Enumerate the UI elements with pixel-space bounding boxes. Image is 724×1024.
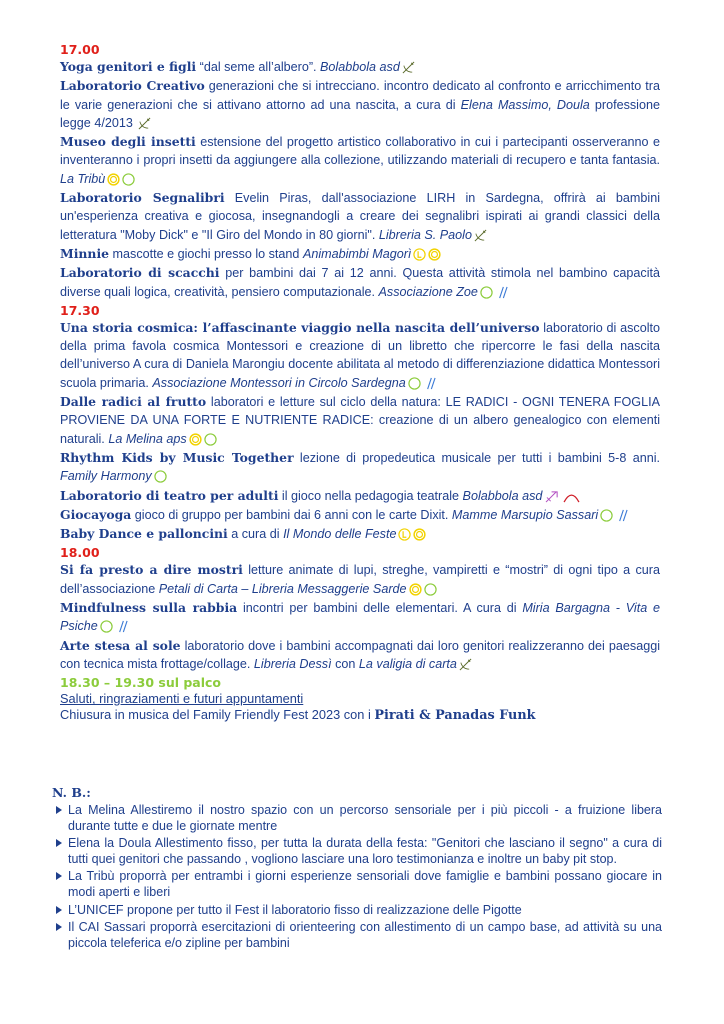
item-organizer: Family Harmony — [60, 469, 152, 484]
item-description: a cura di — [227, 527, 284, 542]
program-item — [60, 506, 660, 524]
item-title: Laboratorio di scacchi — [60, 265, 220, 281]
bullet-arrow-icon — [56, 906, 62, 914]
time-slot-heading: 17.00 — [60, 42, 100, 57]
note-item — [52, 869, 662, 900]
program-item — [60, 561, 660, 598]
item-title: Arte stesa al sole — [60, 637, 181, 653]
item-description: laboratorio dove i bambini accompagnati dai loro genitori realizzeranno dei paesaggi con tecnica mista frottage/collage. — [60, 638, 661, 671]
bullet-arrow-icon — [56, 872, 62, 880]
item-title: Minnie — [60, 245, 110, 261]
item-organizer: Libreria S. Paolo — [378, 227, 472, 242]
l-icon — [413, 248, 426, 261]
program-item — [60, 264, 660, 301]
item-organizer: Animabimbi Magorì — [302, 246, 412, 261]
item-organizer: Elena Massimo, Doula — [460, 97, 590, 112]
item-description: mascotte e giochi presso lo stand — [109, 246, 303, 261]
bullet-arrow-icon — [56, 839, 62, 847]
l-icon — [398, 528, 411, 541]
item-organizer: Libreria Dessì — [253, 656, 332, 671]
closing-band-name: Pirati & Panadas Funk — [374, 708, 536, 724]
note-item — [52, 836, 662, 867]
item-organizer: Miria Bargagna - Vita e Psiche — [60, 601, 660, 634]
item-description: estensione del progetto artistico collaborativo in cui i partecipanti osserveranno e inventeranno i propri insetti da aggiungere alla collezione, utilizzando materiali di recupero e tanta fantasia. — [60, 135, 660, 168]
program-item — [60, 449, 660, 486]
note-text: L’UNICEF propone per tutto il Fest il laboratorio fisso di realizzazione delle Pigotte — [68, 902, 522, 917]
closing-line-2-text: Chiusura in musica del Family Friendly Fest 2023 con i — [60, 707, 375, 723]
sun-icon — [107, 173, 120, 186]
note-text: Il CAI Sassari proporrà esercitazioni di orienteering con allestimento di un campo base, ad attività su una piccola teleferica e/o zipline per bambini — [68, 920, 662, 950]
slash-icon — [423, 377, 436, 390]
circle-icon — [204, 433, 217, 446]
note-item — [52, 903, 662, 919]
notes-title: N. B.: — [52, 785, 91, 800]
item-title: Mindfulness sulla rabbia — [60, 600, 238, 616]
program-item — [60, 319, 660, 392]
item-title: Laboratorio Segnalibri — [60, 190, 225, 206]
item-description: laboratorio di ascolto della prima favola cosmica Montessori e creazione di un libretto che ripercorre le fasi della nascita dell’universo A cura di Daniela Marongiu docente abilitata al metodo di differenziazione didattica Montessori scuola primaria. — [60, 320, 661, 390]
item-title: Baby Dance e palloncini — [60, 526, 228, 542]
item-organizer: Mamme Marsupio Sassari — [451, 507, 599, 522]
item-organizer: La Melina aps — [108, 431, 187, 446]
sun-icon — [428, 248, 441, 261]
program — [60, 40, 660, 724]
item-title: Laboratorio di teatro per adulti — [60, 487, 279, 503]
item-title: Dalle radici al frutto — [60, 394, 207, 410]
item-title: Yoga genitori e figli — [60, 59, 197, 74]
item-organizer: Il Mondo delle Feste — [283, 527, 397, 542]
program-item — [60, 189, 660, 244]
pen-icon — [402, 61, 415, 74]
item-description: “dal seme all’albero”. — [196, 60, 321, 74]
arrow-icon — [544, 490, 561, 503]
sun-icon — [189, 433, 202, 446]
pen-icon — [459, 658, 472, 671]
sun-icon — [409, 583, 422, 596]
bullet-arrow-icon — [56, 923, 62, 931]
item-title: Rhythm Kids by Music Together — [60, 449, 294, 465]
item-description: laboratori e letture sul ciclo della natura: LE RADICI - OGNI TENERA FOGLIA PROVIENE DA UNA FORTE E NUTRIENTE RADICE: creazione di un albero genealogico con elementi naturali. — [60, 395, 660, 446]
circle-icon — [600, 509, 613, 522]
item-organizer: Associazione Zoe — [378, 284, 478, 299]
item-organizer: La Tribù — [60, 171, 106, 186]
item-description: per bambini dai 7 ai 12 anni. Questa attività stimola nel bambino capacità diverse quali logica, creatività, pensiero computazionale. — [60, 266, 660, 299]
item-organizer-extra: La valigia di carta — [358, 656, 457, 671]
item-title: Una storia cosmica: l’affascinante viaggio nella nascita dell’universo — [60, 319, 540, 335]
item-title: Laboratorio Creativo — [60, 78, 205, 94]
item-description: il gioco nella pedagogia teatrale — [278, 488, 463, 503]
closing-block — [60, 691, 660, 724]
note-text: La Melina Allestiremo il nostro spazio con un percorso sensoriale per i più piccoli - a fruizione libera durante tutte e due le giornate mentre — [68, 803, 662, 833]
note-item — [52, 920, 662, 951]
program-item — [60, 599, 660, 636]
program-item — [60, 133, 660, 188]
program-item — [60, 393, 660, 448]
note-text: Elena la Doula Allestimento fisso, per tutta la durata della festa: "Genitori che lasciano il segno" a cura di tutti quei genitori che passando , vogliono lasciare una loro testimonianza e inoltre un baby pit stop. — [68, 836, 662, 866]
item-description-extra: professione legge 4/2013 — [60, 97, 660, 130]
program-item — [60, 77, 660, 132]
notes-section — [52, 785, 662, 953]
item-description: incontri per bambini delle elementari. A cura di — [237, 601, 523, 616]
item-description-extra: con — [331, 656, 359, 671]
program-item — [60, 245, 660, 263]
item-description: generazioni che si intrecciano. incontro dedicato al confronto e arricchimento tra le varie generazioni che si attivano attorno ad una nascita, a cura di — [60, 79, 661, 112]
circle-icon — [100, 620, 113, 633]
pen-icon — [474, 229, 487, 242]
time-slot-heading: 17.30 — [60, 302, 100, 318]
item-title: Museo degli insetti — [60, 134, 196, 150]
closing-line-1: Saluti, ringraziamenti e futuri appuntamenti — [60, 691, 304, 707]
circle-icon — [154, 470, 167, 483]
item-title: Si fa presto a dire mostri — [60, 562, 243, 578]
item-title: Giocayoga — [60, 506, 132, 522]
slash-icon — [615, 509, 628, 522]
sun-icon — [413, 528, 426, 541]
pen-icon — [138, 117, 151, 130]
circle-icon — [122, 173, 135, 186]
slash-icon — [495, 286, 508, 299]
program-item — [60, 525, 660, 543]
program-item — [60, 637, 660, 674]
circle-icon — [424, 583, 437, 596]
item-organizer: Bolabbola asd — [320, 60, 400, 74]
notes-list — [52, 803, 662, 951]
slash-icon — [115, 620, 128, 633]
item-organizer: Petali di Carta – Libreria Messaggerie Sarde — [158, 581, 407, 596]
circle-icon — [408, 377, 421, 390]
item-organizer: Bolabbola asd — [462, 488, 543, 503]
item-description: Evelin Piras, dall'associazione LIRH in Sardegna, offrirà ai bambini un'esperienza creativa e giocosa, insegnandogli a creare dei segnalibri ispirati ai grandi classici della letteratura "Moby Dick" e "Il Giro del Mondo in 80 giorni". — [60, 191, 661, 242]
arc-icon — [563, 490, 580, 503]
program-item — [60, 58, 660, 76]
item-description: letture animate di lupi, streghe, vampiretti e “mostri” di ogni tipo a cura dell’associazione — [60, 563, 660, 596]
note-text: La Tribù proporrà per entrambi i giorni esperienze sensoriali dove famiglie e bambini possano giocare in modi aperti e liberi — [68, 869, 662, 899]
circle-icon — [480, 286, 493, 299]
closing-time: 18.30 – 19.30 sul palco — [60, 675, 222, 691]
item-description: gioco di gruppo per bambini dai 6 anni con le carte Dixit. — [131, 507, 452, 522]
program-item — [60, 487, 660, 505]
item-description: lezione di propedeutica musicale per tutti i bambini 5-8 anni. — [293, 450, 661, 465]
note-item — [52, 803, 662, 834]
bullet-arrow-icon — [56, 806, 62, 814]
closing-line-2 — [60, 707, 660, 724]
time-slot-heading: 18.00 — [60, 545, 100, 561]
item-organizer: Associazione Montessori in Circolo Sardegna — [152, 375, 406, 390]
